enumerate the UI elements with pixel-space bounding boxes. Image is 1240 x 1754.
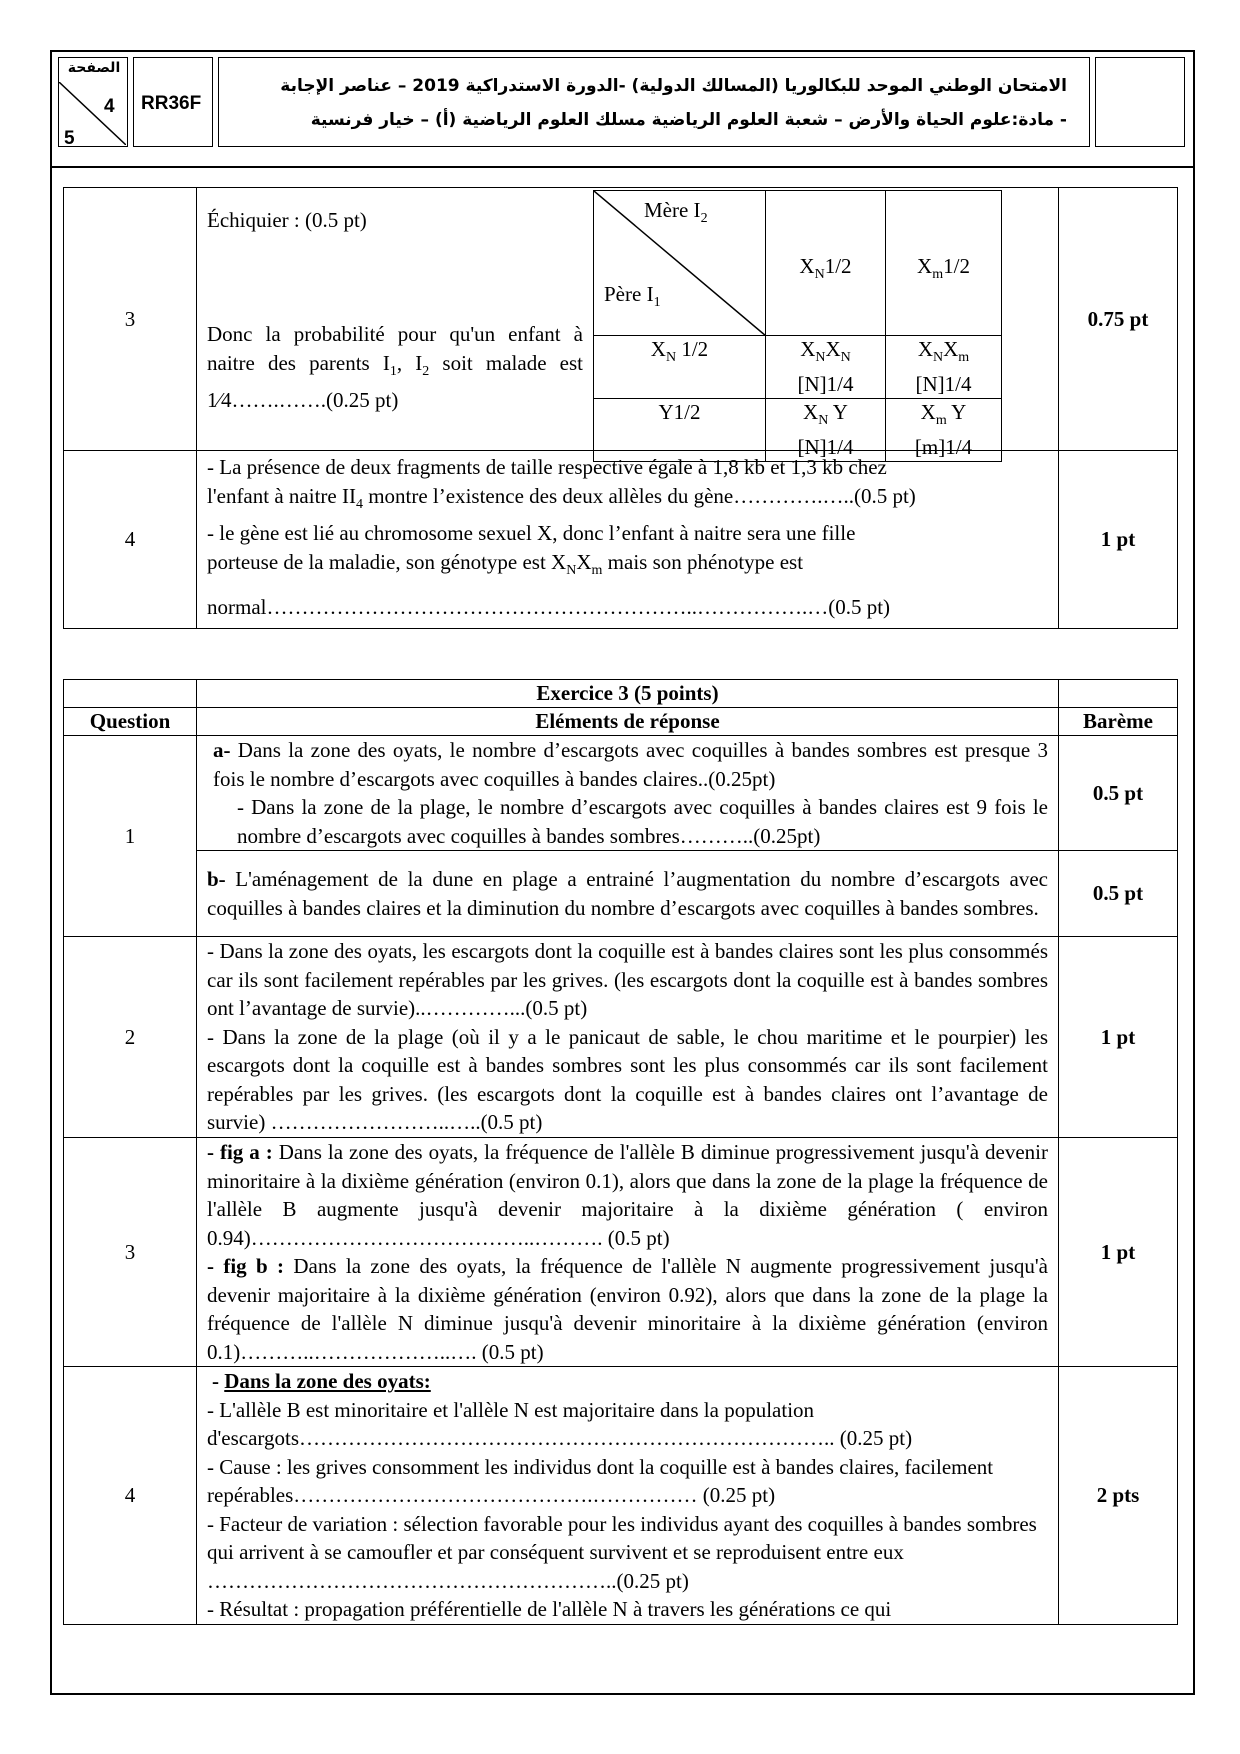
page-current: 4 bbox=[104, 96, 115, 117]
points-value: 1 pt bbox=[1059, 937, 1178, 1138]
col-header-elements: Eléments de réponse bbox=[197, 708, 1059, 736]
question-number: 1 bbox=[64, 736, 197, 937]
exam-title-line2: - مادة:علوم الحياة والأرض – شعبة العلوم الرياضية مسلك العلوم الرياضية (أ) – خيار فرنسية bbox=[310, 110, 1067, 130]
exercise3-table bbox=[63, 679, 1178, 1625]
question-number: 4 bbox=[64, 451, 197, 629]
page-number-box bbox=[58, 57, 128, 147]
mother-label: Mère $I_2$ bbox=[644, 198, 708, 227]
question-number: 3 bbox=[64, 1138, 197, 1367]
header-blank-box bbox=[1095, 57, 1185, 147]
offspring-xnxm: $X_NX_m$ [N]1/4 bbox=[886, 336, 1002, 399]
father-label: Père $I_1$ bbox=[604, 282, 661, 311]
table-row bbox=[64, 188, 1178, 451]
table-row bbox=[64, 1367, 1178, 1625]
page-label: الصفحة bbox=[67, 60, 121, 76]
mother-gamete-xn: $X_N1/2$ bbox=[766, 191, 886, 336]
table-row bbox=[64, 1138, 1178, 1367]
exercise2-table bbox=[63, 187, 1178, 629]
mother-gamete-xm: $X_m1/2$ bbox=[886, 191, 1002, 336]
offspring-xmy: $X_m$ Y [m]1/4 bbox=[886, 399, 1002, 462]
points-value: 1 pt bbox=[1059, 451, 1178, 629]
exam-title-line1: الامتحان الوطني الموحد للبكالوريا (المسالك الدولية) -الدورة الاستدراكية 2019 – عناصر الإجابة bbox=[280, 76, 1067, 96]
points-value: 2 pts bbox=[1059, 1367, 1178, 1625]
q1b-answer: b- L'aménagement de la dune en plage a entrainé l’augmentation du nombre d’escargots avec coquilles à bandes claires et la diminution du nombre d’escargots avec coquilles à bandes sombres. bbox=[197, 851, 1059, 937]
q3-answer: - fig a : Dans la zone des oyats, la fréquence de l'allèle B diminue progressivement jusqu'à devenir minoritaire à la dixième génération (environ 0.1), alors que dans la zone de la plage la fréquence de l'allèle B augmente jusqu'à devenir majoritaire à la dixième génération ( environ 0.94)…………………………………..………. (0.5 pt) - fig b : Dans la zone des oyats, la fréquence de l'allèle N augmente progressivement jusqu'à devenir majoritaire à la dixième génération (environ 0.92), alors que dans la zone de la plage la fréquence de l'allèle N diminue jusqu'à devenir minoritaire à la dixième génération (environ 0.1)………..………………..…. (0.5 pt) bbox=[197, 1138, 1059, 1367]
q4-answer: - Dans la zone des oyats: - L'allèle B est minoritaire et l'allèle N est majoritaire dans la population d'escargots………………………………………………………………….. (0.25 pt) - Cause : les grives consomment les individus dont la coquille est à bandes claires, facilement repérables…………………………………….…………… (0.25 pt) - Facteur de variation : sélection favorable pour les individus ayant des coquilles à bandes sombres qui arrivent à se camoufler et par conséquent survivent et se reproduisent entre eux …………………………………………………..(0.25 pt) - Résultat : propagation préférentielle de l'allèle N à travers les générations ce qui bbox=[197, 1367, 1059, 1625]
points-value: 0.5 pt bbox=[1059, 851, 1178, 937]
question-number: 2 bbox=[64, 937, 197, 1138]
cross-corner bbox=[594, 191, 766, 336]
col-header-question: Question bbox=[64, 708, 197, 736]
question-number: 4 bbox=[64, 1367, 197, 1625]
table-row bbox=[64, 937, 1178, 1138]
header-divider bbox=[50, 166, 1195, 168]
offspring-xny: $X_N$ Y [N]1/4 bbox=[766, 399, 886, 462]
echiquier-label: Échiquier : (0.5 pt) bbox=[207, 208, 367, 232]
q4-answer: - La présence de deux fragments de taille respective égale à 1,8 kb et 1,3 kb chez l'enfant à naitre $II_4$ montre l’existence des deux allèles du gène………….…..(0.5 pt) - le gène est lié au chromosome sexuel X, donc l’enfant à naitre sera une fille porteuse de la maladie, son génotype est $X_NX_m$ mais son phénotype est normal……………………………………………………..…………….…(0.5 pt) bbox=[197, 451, 1059, 629]
points-value: 0.5 pt bbox=[1059, 736, 1178, 851]
exam-title-box bbox=[218, 57, 1090, 147]
table-row bbox=[64, 680, 1178, 708]
punnett-square bbox=[593, 190, 1002, 462]
father-gamete-y: Y1/2 bbox=[594, 399, 766, 462]
q3-answer-cell bbox=[197, 188, 1059, 460]
table-header bbox=[64, 708, 1178, 736]
offspring-xnxn: $X_NX_N$ [N]1/4 bbox=[766, 336, 886, 399]
exercise3-title: Exercice 3 (5 points) bbox=[197, 680, 1059, 708]
table-row bbox=[64, 451, 1178, 629]
q1a-answer: a- Dans la zone des oyats, le nombre d’escargots avec coquilles à bandes sombres est presque 3 fois le nombre d’escargots avec coquilles à bandes claires..(0.25pt) - Dans la zone de la plage, le nombre d’escargots avec coquilles à bandes claires est 9 fois le nombre d’escargots avec coquilles à bandes sombres………..(0.25pt) bbox=[197, 736, 1059, 851]
table-row bbox=[64, 736, 1178, 851]
points-value: 0.75 pt bbox=[1059, 188, 1178, 451]
points-value: 1 pt bbox=[1059, 1138, 1178, 1367]
q2-answer: - Dans la zone des oyats, les escargots dont la coquille est à bandes claires sont les plus consommés car ils sont facilement repérables par les grives. (les escargots dont la coquille est à bandes sombres ont l’avantage de survie)..…………...(0.5 pt) - Dans la zone de la plage (où il y a le panicaut de sable, le chou maritime et le pourpier) les escargots dont la coquille est à bandes sombres sont les plus consommés car ils sont facilement repérables par les grives. (les escargots dont la coquille est à bandes claires ont l’avantage de survie) ……………………..…..(0.5 pt) bbox=[197, 937, 1059, 1138]
page-total: 5 bbox=[64, 128, 75, 149]
exam-code: RR36F bbox=[141, 93, 202, 114]
probability-conclusion: Donc la probabilité pour qu'un enfant à naitre des parents $I_1$, $I_2$ soit malade est 1⁄4…….…….(0.25 pt) bbox=[207, 322, 584, 413]
table-row bbox=[64, 851, 1178, 937]
question-number: 3 bbox=[64, 188, 197, 451]
exam-code-box bbox=[133, 57, 213, 147]
col-header-bareme: Barème bbox=[1059, 708, 1178, 736]
father-gamete-xn: $X_N$ 1/2 bbox=[594, 336, 766, 399]
